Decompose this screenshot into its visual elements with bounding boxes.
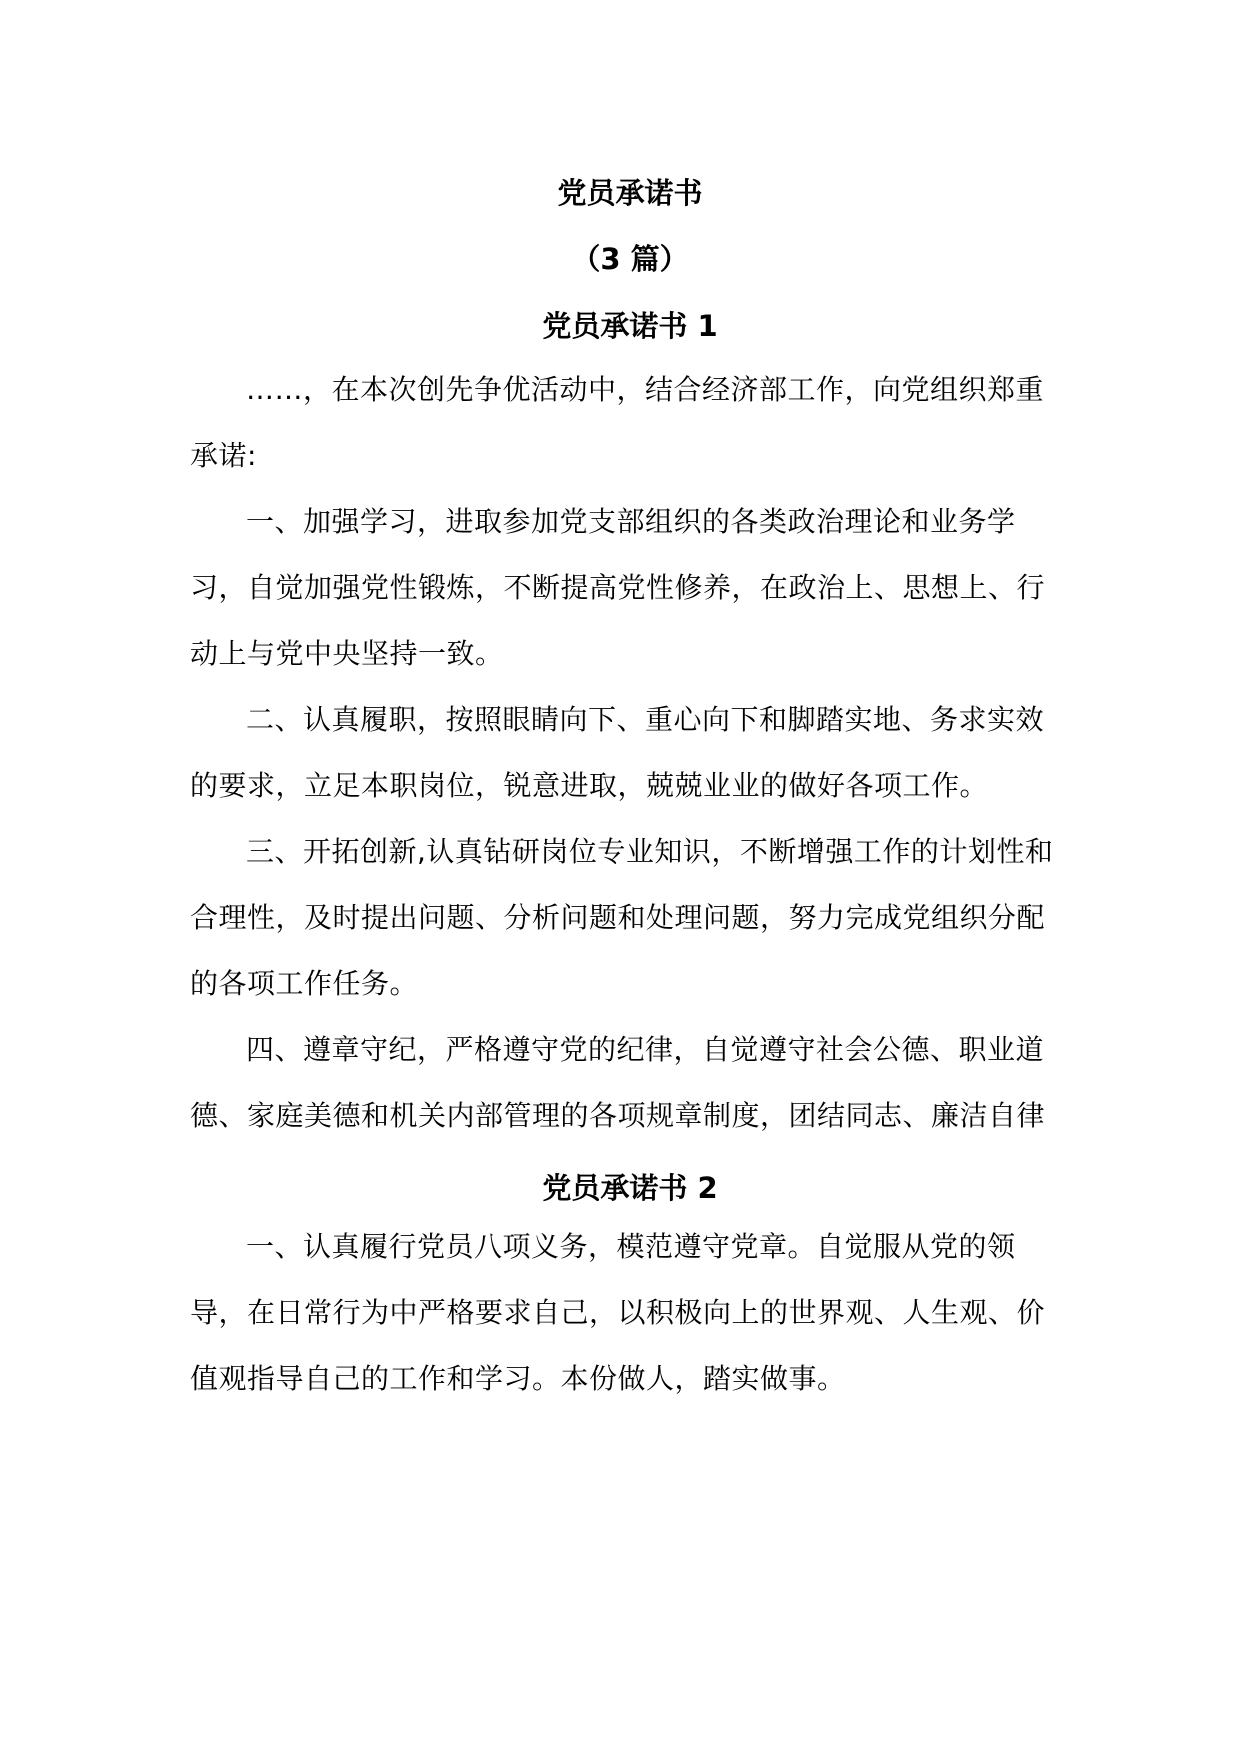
paragraph: ……，在本次创先争优活动中，结合经济部工作，向党组织郑重承诺:: [190, 373, 1045, 472]
paragraph: 一、认真履行党员八项义务，模范遵守党章。自觉服从党的领导，在日常行为中严格要求自己，以积极向上的世界观、人生观、价值观指导自己的工作和学习。本份做人，踏实做事。: [190, 1230, 1046, 1395]
paragraph: 三、开拓创新,认真钻研岗位专业知识，不断增强工作的计划性和合理性，及时提出问题、分析问题和处理问题，努力完成党组织分配的各项工作任务。: [190, 835, 1054, 1000]
document-subtitle: （3 篇）: [571, 242, 689, 276]
section-2: [190, 1214, 1070, 1412]
document-title: 党员承诺书: [557, 176, 703, 210]
section-1: [190, 357, 1070, 1149]
section-heading-2: 党员承诺书 2: [542, 1171, 718, 1205]
paragraph: 一、加强学习，进取参加党支部组织的各类政治理论和业务学习，自觉加强党性锻炼，不断提高党性修养，在政治上、思想上、行动上与党中央坚持一致。: [190, 505, 1046, 670]
document-body: [190, 176, 1070, 1412]
paragraph: 二、认真履职，按照眼睛向下、重心向下和脚踏实地、务求实效的要求，立足本职岗位，锐意进取，兢兢业业的做好各项工作。: [190, 703, 1045, 802]
section-heading-1: 党员承诺书 1: [542, 309, 718, 343]
paragraph: 四、遵章守纪，严格遵守党的纪律，自觉遵守社会公德、职业道德、家庭美德和机关内部管理的各项规章制度，团结同志、廉洁自律: [190, 1033, 1046, 1132]
